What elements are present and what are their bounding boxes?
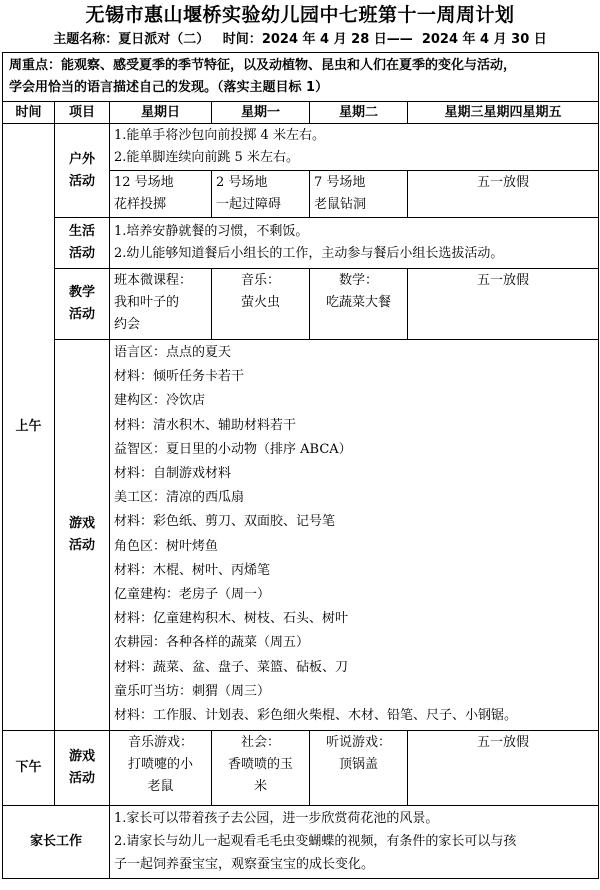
game-line: 材料：清水积木、辅助材料若干: [114, 417, 297, 433]
afternoon-holiday: 五一放假: [408, 731, 599, 806]
start-date: 2024 年 4 月 28 日——: [261, 32, 413, 47]
life-activity-label: 生活 活动: [55, 218, 110, 269]
game-areas: [110, 340, 599, 731]
game-line: 益智区：夏日里的小动物（排序 ABCA）: [114, 441, 352, 457]
game-line: 材料：自制游戏材料: [114, 466, 232, 482]
focus-line: 周重点：能观察、感受夏季的季节特征，以及动植物、昆虫和人们在夏季的变化与活动，: [9, 58, 517, 73]
parents-line: 2.请家长与幼儿一起观看毛毛虫变蝴蝶的视频，有条件的家长可以与孩: [114, 834, 517, 849]
teaching-activity-label: 教学 活动: [55, 269, 110, 340]
theme-name: 主题名称：夏日派对（二）: [53, 32, 210, 47]
outdoor-tuesday: 7 号场地 老鼠钻洞: [310, 171, 408, 218]
header-monday: 星期一: [212, 102, 310, 124]
game-line: 亿童建构：老房子（周一）: [114, 587, 271, 603]
outdoor-monday: 2 号场地 一起过障碍: [212, 171, 310, 218]
outdoor-goals-row: [3, 124, 599, 171]
header-item: 项目: [55, 102, 110, 124]
game-line: 美工区：清凉的西瓜扇: [114, 490, 245, 506]
teaching-row: [3, 269, 599, 340]
parents-work: [110, 806, 599, 879]
afternoon-monday: 社会： 香喷喷的玉 米: [212, 731, 310, 806]
afternoon-row: [3, 731, 599, 806]
life-row: [3, 218, 599, 269]
plan-subtitle: [0, 30, 600, 50]
parents-row: [3, 806, 599, 879]
outdoor-holiday: 五一放假: [408, 171, 599, 218]
game-line: 语言区：点点的夏天: [114, 345, 232, 360]
game-line: 材料：蔬菜、盆、盘子、菜篮、砧板、刀: [114, 659, 349, 675]
header-time: 时间: [3, 102, 55, 124]
game-row: [3, 340, 599, 731]
game-line: 童乐叮当坊：刺猬（周三）: [114, 683, 271, 699]
header-wed-to-fri: 星期三星期四星期五: [408, 102, 599, 124]
page-title: 无锡市惠山堰桥实验幼儿园中七班第十一周周计划: [85, 4, 515, 26]
time-label: 时间：: [222, 32, 262, 47]
game-line: 材料：亿童建构积木、树枝、石头、树叶: [114, 611, 349, 627]
game-line: 农耕园：各种各样的蔬菜（周五）: [114, 635, 310, 651]
life-goals: [110, 218, 599, 269]
teaching-tuesday: 数学： 吃蔬菜大餐: [310, 269, 408, 340]
game-line: 材料：彩色纸、剪刀、双面胶、记号笔: [114, 514, 336, 530]
outdoor-goals: [110, 124, 599, 171]
end-date: 2024 年 4 月 30 日: [421, 32, 547, 47]
parents-line: 1.家长可以带着孩子去公园，进一步欣赏荷花池的风景。: [114, 811, 439, 826]
focus-row: [3, 53, 599, 102]
game-line: 材料：倾听任务卡若干: [114, 369, 245, 385]
game-activity-label: 游戏 活动: [55, 340, 110, 731]
header-sunday: 星期日: [110, 102, 212, 124]
afternoon-tuesday: 听说游戏： 顶锅盖: [310, 731, 408, 806]
goal-line: 1.能单手将沙包向前投掷 4 米左右。: [114, 128, 325, 143]
game-line: 建构区：冷饮店: [114, 393, 206, 409]
game-line: 材料：木棍、树叶、丙烯笔: [114, 562, 271, 578]
morning-label: 上午: [3, 124, 55, 731]
teaching-monday: 音乐： 萤火虫: [212, 269, 310, 340]
outdoor-sunday: 12 号场地 花样投掷: [110, 171, 212, 218]
game-line: 材料：工作服、计划表、彩色细火柴棍、木材、铅笔、尺子、小钢锯。: [114, 708, 518, 724]
plan-table: [2, 52, 599, 879]
goal-line: 1.培养安静就餐的习惯，不剩饭。: [114, 224, 309, 239]
goal-line: 2.能单脚连续向前跳 5 米左右。: [114, 150, 299, 165]
focus-line: 学会用恰当的语言描述自己的发现。（落实主题目标 1）: [9, 80, 329, 95]
teaching-sunday: 班本微课程： 我和叶子的 约会: [110, 269, 212, 340]
afternoon-label: 下午: [3, 731, 55, 806]
teaching-holiday: 五一放假: [408, 269, 599, 340]
parents-work-label: 家长工作: [3, 806, 110, 879]
game-line: 角色区：树叶烤鱼: [114, 538, 219, 554]
parents-line: 子一起饲养蚕宝宝，观察蚕宝宝的成长变化。: [114, 857, 375, 872]
header-row: [3, 102, 599, 124]
afternoon-game-label: 游戏 活动: [55, 731, 110, 806]
afternoon-sunday: 音乐游戏： 打喷嚏的小 老鼠: [110, 731, 212, 806]
goal-line: 2.幼儿能够知道餐后小组长的工作，主动参与餐后小组长选拔活动。: [114, 246, 504, 261]
outdoor-activity-label: 户外 活动: [55, 124, 110, 218]
header-tuesday: 星期二: [310, 102, 408, 124]
weekly-focus: [3, 53, 599, 102]
